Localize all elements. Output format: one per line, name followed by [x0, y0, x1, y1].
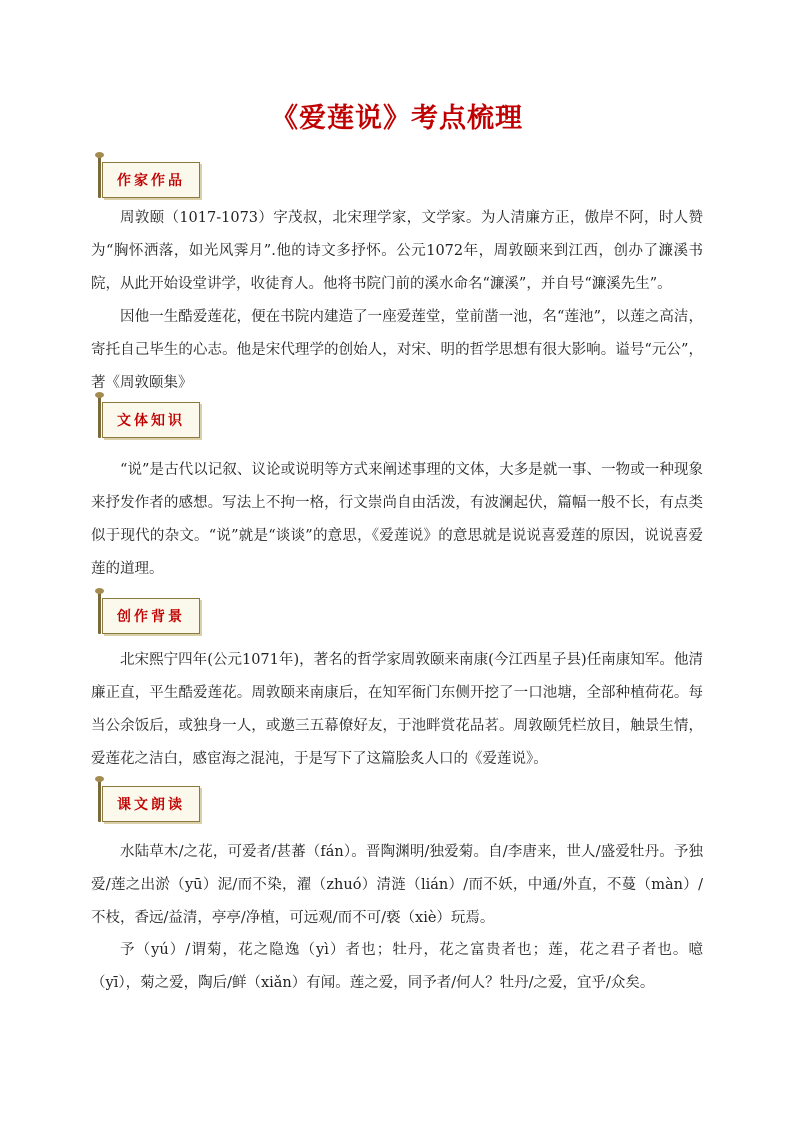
reading-paragraph-1: 水陆草木/之花，可爱者/甚蕃（fán）。晋陶渊明/独爱菊。自/李唐来，世人/盛爱牡丹。予独爱/莲之出淤（yū）泥/而不染，濯（zhuó）清涟（lián）/而不妖，中通/外直，不蔓（màn）/不枝，香远/益清，亭亭/净植，可远观/而不可/亵（xiè）玩焉。 — [91, 844, 703, 926]
author-paragraph-2: 因他一生酷爱莲花，便在书院内建造了一座爱莲堂，堂前凿一池，名“莲池”，以莲之高洁，寄托自己毕生的心志。他是宋代理学的创始人，对宋、明的哲学思想有很大影响。谥号“元公”，著《周敦颐集》 — [91, 309, 703, 391]
section-tag-label: 创作背景 — [102, 598, 200, 634]
section-tag-label: 课文朗读 — [102, 786, 200, 822]
pin-icon — [98, 156, 101, 198]
author-paragraph-1: 周敦颐（1017-1073）字茂叔，北宋理学家，文学家。为人清廉方正，傲岸不阿，时人赞为“胸怀洒落，如光风霁月”.他的诗文多抒怀。公元1072年，周敦颐来到江西，创办了濂溪书院，从此开始设堂讲学，收徒育人。他将书院门前的溪水命名“濂溪”，并自号“濂溪先生”。 — [91, 210, 703, 292]
page-title: 《爱莲说》考点梳理 — [271, 103, 523, 134]
section-tag-label: 作家作品 — [102, 162, 200, 198]
pin-icon — [98, 780, 101, 822]
pin-icon — [98, 592, 101, 634]
section-tag-label: 文体知识 — [102, 402, 200, 438]
pin-icon — [98, 396, 101, 438]
reading-paragraph-2: 予（yú）/谓菊，花之隐逸（yì）者也；牡丹，花之富贵者也；莲，花之君子者也。噫（yī），菊之爱，陶后/鲜（xiǎn）有闻。莲之爱，同予者/何人？牡丹/之爱，宜乎/众矣。 — [91, 942, 703, 991]
background-paragraph: 北宋熙宁四年(公元1071年)，著名的哲学家周敦颐来南康(今江西星子县)任南康知军。他清廉正直，平生酷爱莲花。周敦颐来南康后，在知军衙门东侧开挖了一口池塘，全部种植荷花。每当公余饭后，或独身一人，或邀三五幕僚好友，于池畔赏花品茗。周敦颐凭栏放目，触景生情，爱莲花之洁白，感宦海之混沌，于是写下了这篇脍炙人口的《爱莲说》。 — [91, 652, 703, 767]
genre-paragraph: “说”是古代以记叙、议论或说明等方式来阐述事理的文体，大多是就一事、一物或一种现象来抒发作者的感想。写法上不拘一格，行文崇尚自由活泼，有波澜起伏，篇幅一般不长，有点类似于现代的杂文。“说”就是“谈谈”的意思，《爱莲说》的意思就是说说喜爱莲的原因，说说喜爱莲的道理。 — [91, 462, 703, 577]
